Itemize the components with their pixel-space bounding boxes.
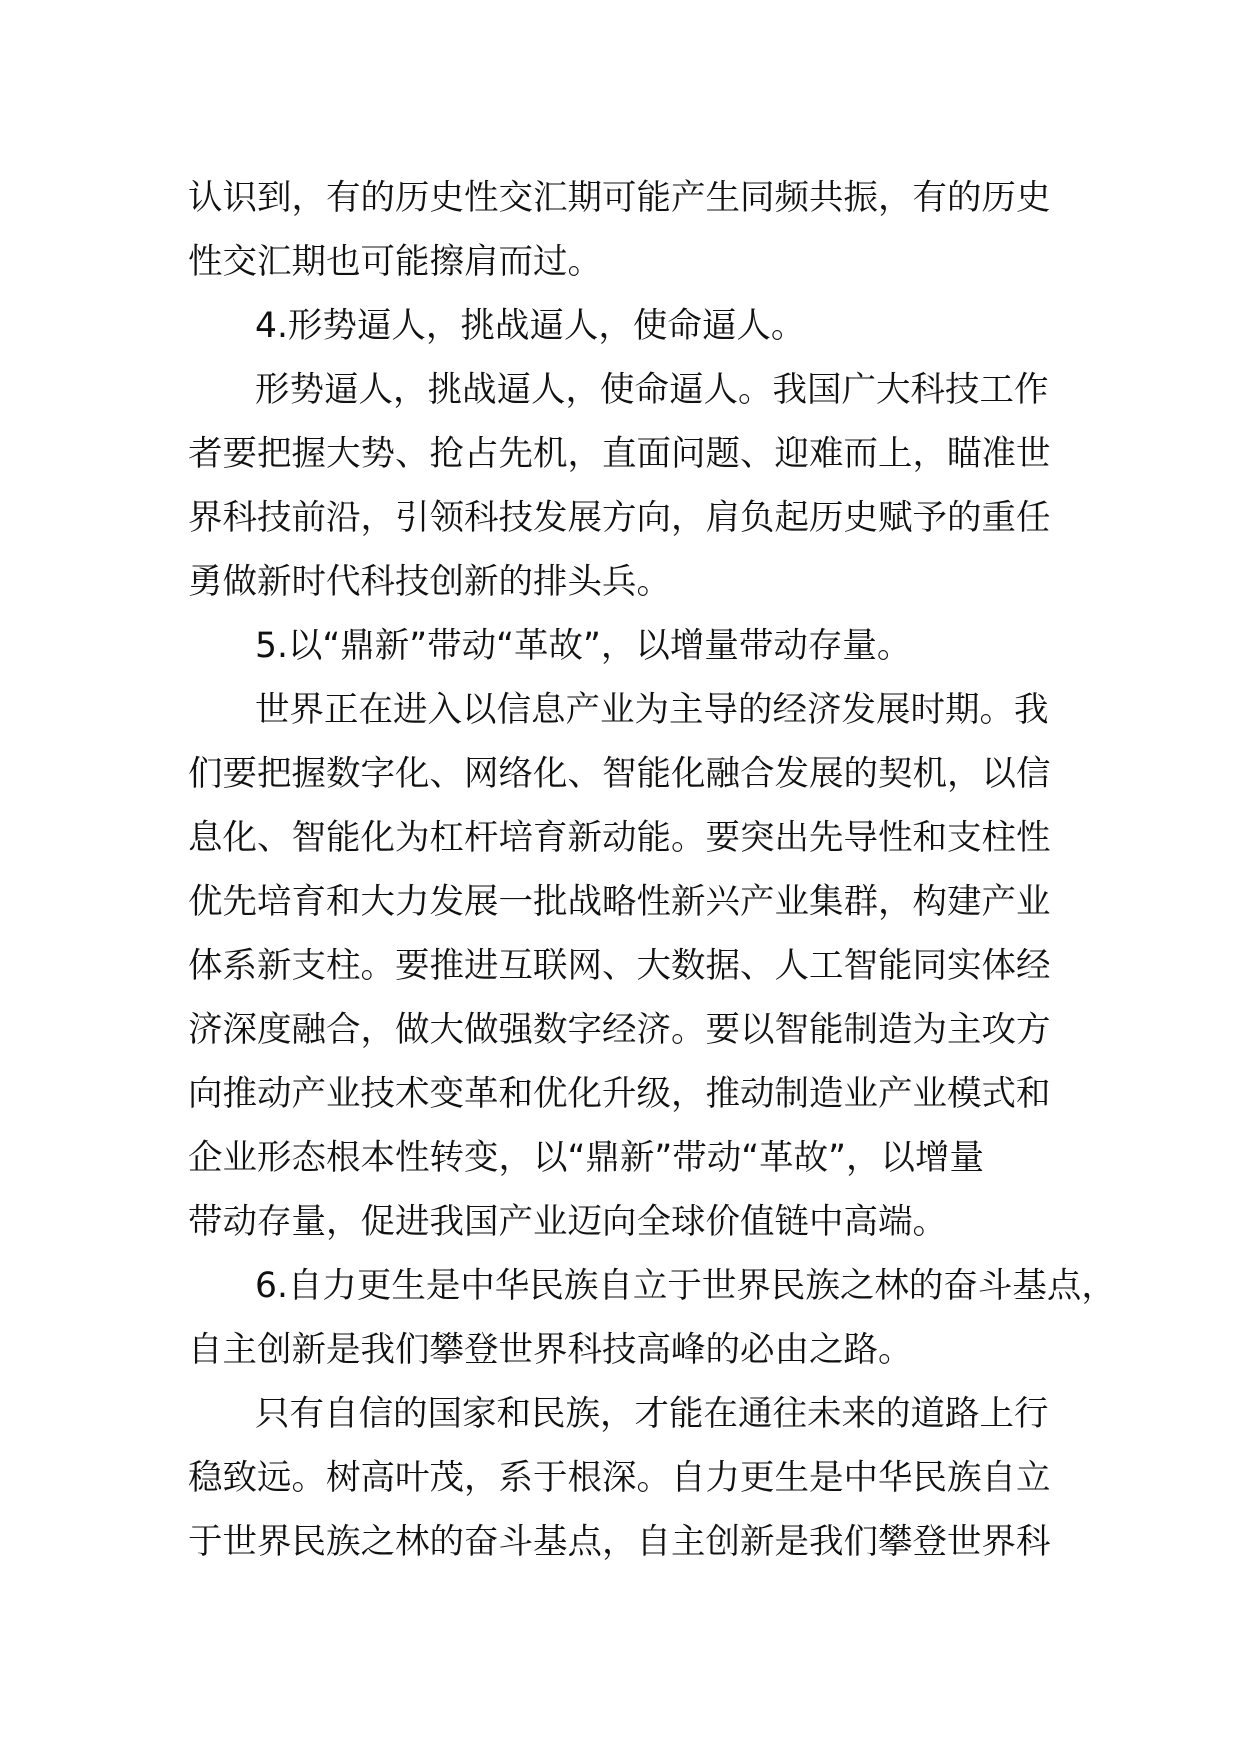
text-line: 世界正在进入以信息产业为主导的经济发展时期。我: [255, 690, 1049, 730]
section-heading-6: 6.自力更生是中华民族自立于世界民族之林的奋斗基点，: [255, 1266, 1116, 1306]
text-line: 息化、智能化为杠杆培育新动能。要突出先导性和支柱性: [188, 818, 1051, 858]
text-line: 体系新支柱。要推进互联网、大数据、人工智能同实体经: [188, 946, 1051, 986]
text-line: 企业形态根本性转变，以“鼎新”带动“革故”，以增量: [188, 1138, 984, 1178]
text-line: 勇做新时代科技创新的排头兵。: [188, 562, 671, 602]
text-line: 性交汇期也可能擦肩而过。: [188, 242, 602, 282]
text-line: 向推动产业技术变革和优化升级，推动制造业产业模式和: [188, 1074, 1051, 1114]
text-line: 优先培育和大力发展一批战略性新兴产业集群，构建产业: [188, 882, 1051, 922]
text-line: 济深度融合，做大做强数字经济。要以智能制造为主攻方: [188, 1010, 1051, 1050]
text-line: 认识到，有的历史性交汇期可能产生同频共振，有的历史: [188, 178, 1051, 218]
text-line: 形势逼人，挑战逼人，使命逼人。我国广大科技工作: [255, 370, 1049, 410]
section-heading-4: 4.形势逼人，挑战逼人，使命逼人。: [255, 306, 806, 346]
text-line: 自主创新是我们攀登世界科技高峰的必由之路。: [188, 1330, 913, 1370]
text-line: 稳致远。树高叶茂，系于根深。自力更生是中华民族自立: [188, 1458, 1051, 1498]
text-line: 带动存量，促进我国产业迈向全球价值链中高端。: [188, 1202, 947, 1242]
text-line: 们要把握数字化、网络化、智能化融合发展的契机，以信: [188, 754, 1051, 794]
text-line: 界科技前沿，引领科技发展方向，肩负起历史赋予的重任: [188, 498, 1051, 538]
text-line: 于世界民族之林的奋斗基点，自主创新是我们攀登世界科: [188, 1522, 1051, 1562]
text-line: 只有自信的国家和民族，才能在通往未来的道路上行: [255, 1394, 1049, 1434]
section-heading-5: 5.以“鼎新”带动“革故”，以增量带动存量。: [255, 626, 912, 666]
text-line: 者要把握大势、抢占先机，直面问题、迎难而上，瞄准世: [188, 434, 1051, 474]
